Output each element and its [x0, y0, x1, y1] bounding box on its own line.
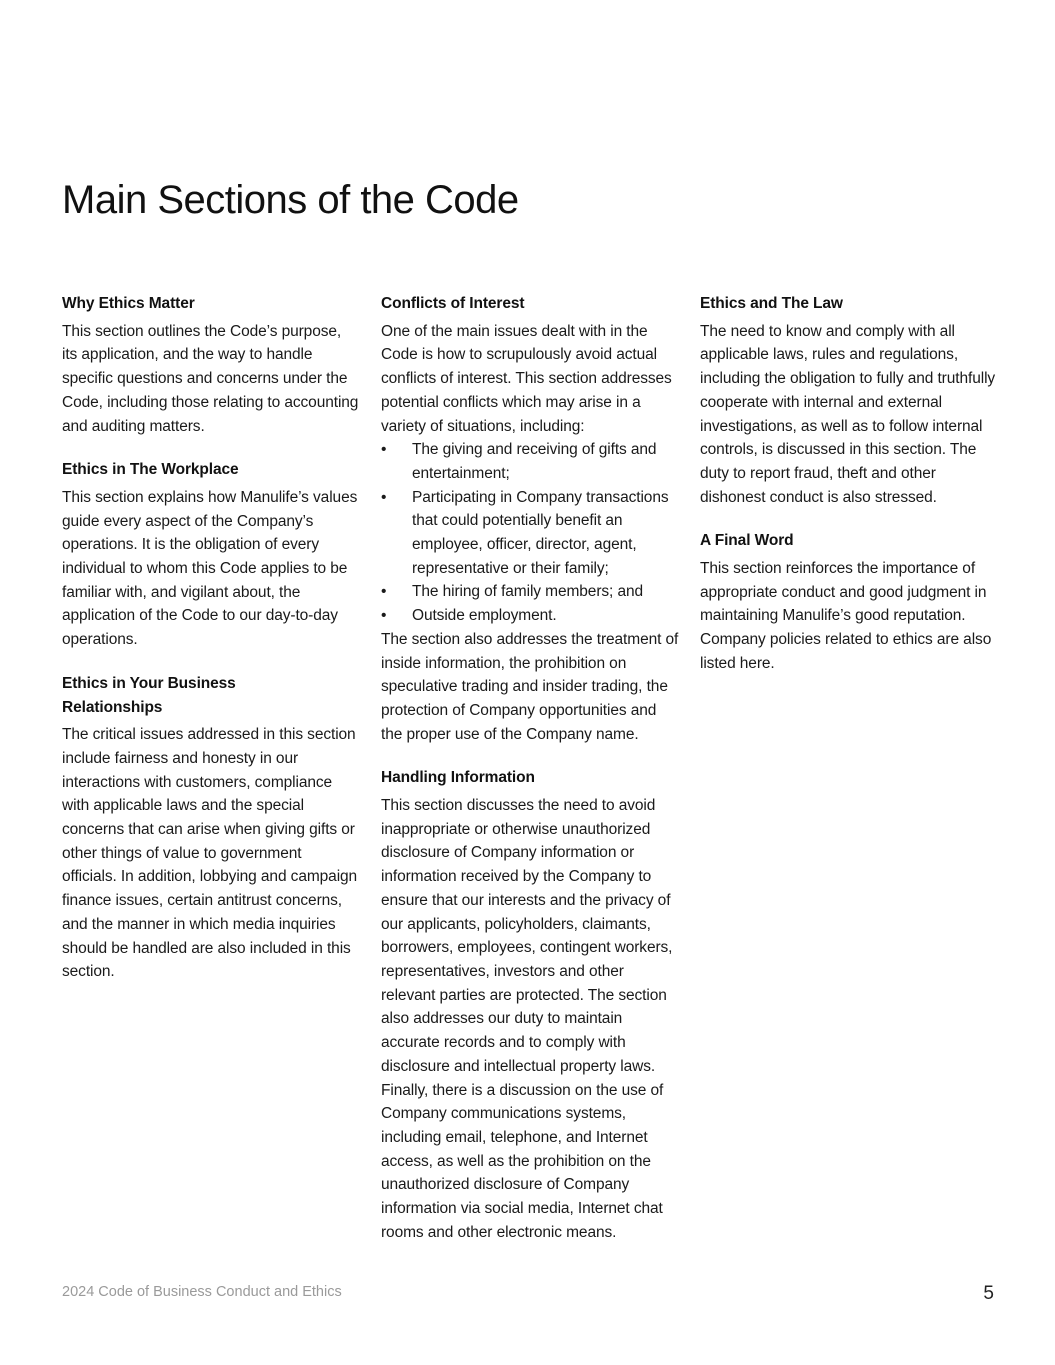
- section-heading: Ethics and The Law: [700, 295, 843, 312]
- section-body: The need to know and comply with all applicable laws, rules and regulations, including the obligation to fully and truthfully cooperate with internal and external investigations, as well as to follow internal controls, is discussed in this section. The duty to report fraud, theft and other dishonest conduct is also stressed.: [700, 322, 996, 506]
- column-middle: [381, 292, 679, 1264]
- section-outro: The section also addresses the treatment of inside information, the prohibition on speculative trading and insider trading, the protection of Company opportunities and the proper use of the Company name.: [381, 630, 679, 743]
- section-body: This section outlines the Code’s purpose, its application, and the way to handle specific questions and concerns under the Code, including those relating to accounting and auditing matters.: [62, 322, 359, 435]
- section-heading: A Final Word: [700, 532, 794, 550]
- section-body: The critical issues addressed in this section include fairness and honesty in our interactions with customers, compliance with applicable laws and the special concerns that can arise when giving gifts or other things of value to government officials. In addition, lobbying and campaign finance issues, certain antitrust concerns, and the manner in which media inquiries should be handled are also included in this section.: [62, 726, 358, 981]
- section-heading: Why Ethics Matter: [62, 295, 195, 312]
- list-item: [381, 438, 679, 485]
- section-body: This section discusses the need to avoid inappropriate or otherwise unauthorized disclosure of Company information or information received by the Company to ensure that our interests and the privacy of our applicants, policyholders, claimants, borrowers, employees, contingent workers, representatives, investors and other relevant parties are protected. The section also addresses our duty to maintain accurate records and to comply with disclosure and intellectual property laws. Finally, there is a discussion on the use of Company communications systems, including email, telephone, and Internet access, as well as the prohibition on the unauthorized disclosure of Company information via social media, Internet chat rooms and other electronic means.: [381, 797, 673, 1241]
- section-intro: One of the main issues dealt with in the Code is how to scrupulously avoid actual conflicts of interest. This section addresses potential conflicts which may arise in a variety of situations, including:: [381, 322, 672, 435]
- page-number: 5: [983, 1283, 994, 1304]
- footer-document-title: 2024 Code of Business Conduct and Ethics: [62, 1284, 342, 1300]
- section-body: This section explains how Manulife’s values guide every aspect of the Company’s operations. It is the obligation of every individual to whom this Code applies to be familiar with, and vigilant about, the application of the Code to our day-to-day operations.: [62, 488, 358, 649]
- bullet-icon: •: [381, 488, 387, 506]
- list-item-text: The hiring of family members; and: [412, 583, 644, 601]
- list-item-text: The giving and receiving of gifts and entertainment;: [412, 441, 657, 482]
- section-heading: Ethics in The Workplace: [62, 461, 239, 479]
- list-item: [381, 604, 679, 628]
- list-item-text: Outside employment.: [412, 607, 557, 625]
- bullet-list: [381, 438, 679, 628]
- bullet-icon: •: [381, 607, 387, 625]
- page-title: Main Sections of the Code: [62, 178, 519, 222]
- bullet-icon: •: [381, 441, 387, 459]
- section-a-final-word: [700, 529, 1000, 675]
- list-item-text: Participating in Company transactions that could potentially benefit an employee, officer, director, agent, representative or their family;: [412, 488, 669, 577]
- section-ethics-in-business-relationships: [62, 672, 360, 984]
- section-ethics-and-the-law: [700, 292, 1000, 509]
- section-conflicts-of-interest: [381, 292, 679, 746]
- column-left: [62, 292, 360, 1004]
- list-item: [381, 580, 679, 604]
- section-handling-information: [381, 766, 679, 1244]
- section-heading: Ethics in Your Business Relationships: [62, 674, 236, 716]
- section-heading: Handling Information: [381, 769, 535, 787]
- bullet-icon: •: [381, 583, 387, 601]
- section-heading: Conflicts of Interest: [381, 295, 525, 312]
- section-ethics-in-the-workplace: [62, 458, 360, 652]
- list-item: [381, 486, 679, 581]
- section-why-ethics-matter: [62, 292, 360, 438]
- section-body: This section reinforces the importance of appropriate conduct and good judgment in maintaining Manulife’s good reputation. Company policies related to ethics are also listed here.: [700, 560, 992, 672]
- column-right: [700, 292, 1000, 696]
